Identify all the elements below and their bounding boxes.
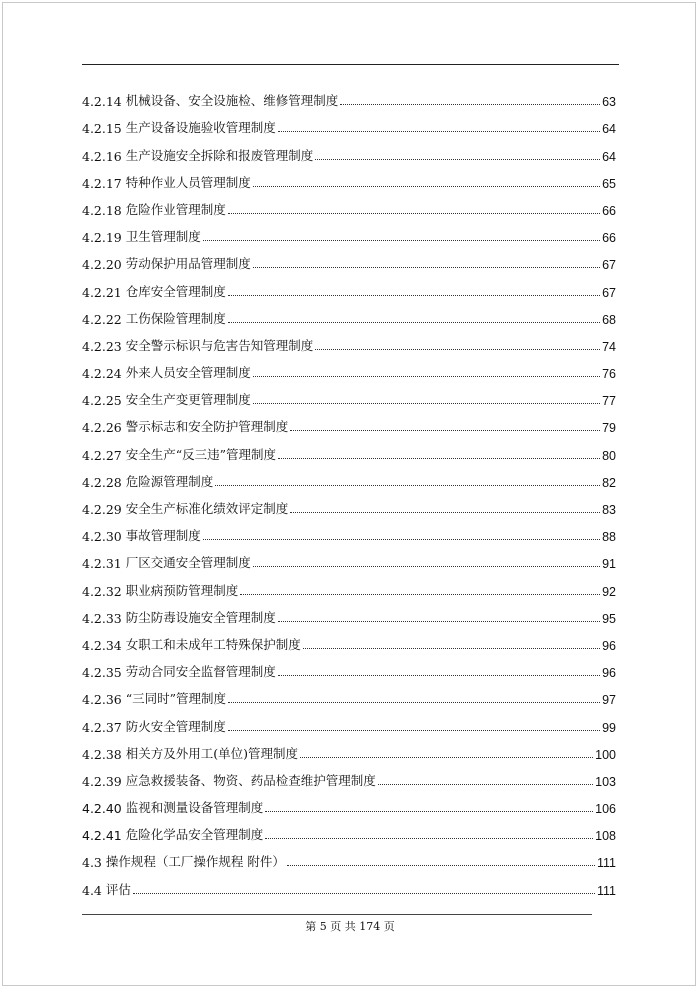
toc-entry-number: 4.2.35 (82, 665, 122, 681)
toc-entry[interactable] (82, 599, 616, 626)
toc-entry[interactable] (82, 735, 616, 762)
toc-entry-page-number: 63 (602, 95, 616, 110)
toc-entry-page-number: 83 (602, 503, 616, 517)
toc-entry[interactable] (82, 381, 616, 408)
toc-dot-leader (278, 131, 600, 132)
toc-dot-leader (300, 757, 593, 758)
toc-entry-page-number: 96 (602, 638, 616, 653)
toc-entry-page-number: 67 (602, 258, 616, 273)
toc-dot-leader (378, 784, 593, 785)
toc-entry[interactable] (82, 164, 616, 191)
page-footer: 第 5 页 共 174 页 (305, 920, 395, 933)
toc-entry-number: 4.2.31 (82, 556, 122, 572)
toc-entry-page-number: 65 (602, 176, 616, 191)
toc-entry[interactable] (82, 245, 616, 272)
toc-dot-leader (253, 186, 600, 187)
toc-entry[interactable] (82, 626, 616, 653)
toc-entry-number: 4.2.30 (82, 529, 122, 545)
toc-entry-page-number: 95 (602, 611, 616, 626)
toc-entry-title: 劳动合同安全监督管理制度 (125, 664, 276, 680)
toc-entry[interactable] (82, 463, 616, 490)
toc-dot-leader (228, 730, 600, 731)
toc-dot-leader (303, 648, 600, 649)
toc-dot-leader (228, 295, 600, 296)
toc-entry-title: 危险作业管理制度 (125, 201, 226, 217)
toc-entry-number: 4.2.18 (82, 202, 122, 218)
toc-entry-number: 4.2.41 (82, 828, 122, 844)
toc-dot-leader (340, 104, 600, 105)
toc-entry-number: 4.2.32 (82, 583, 122, 599)
toc-dot-leader (265, 811, 593, 812)
toc-entry-title: 安全生产“反三违”管理制度 (125, 446, 277, 462)
toc-dot-leader (278, 621, 600, 622)
toc-entry[interactable] (82, 707, 616, 734)
toc-dot-leader (240, 594, 600, 595)
toc-entry-page-number: 66 (602, 231, 616, 246)
toc-entry-number: 4.2.14 (82, 94, 122, 110)
toc-entry[interactable] (82, 870, 616, 897)
toc-entry-title: 生产设备设施验收管理制度 (125, 120, 276, 136)
toc-entry-title: 监视和测量设备管理制度 (125, 800, 264, 816)
toc-dot-leader (228, 213, 600, 214)
table-of-contents (82, 82, 616, 898)
toc-entry-page-number: 80 (602, 448, 616, 463)
toc-entry-number: 4.2.19 (82, 230, 122, 246)
toc-entry[interactable] (82, 816, 616, 843)
toc-entry-title: 厂区交通安全管理制度 (125, 555, 251, 571)
toc-entry-title: “三同时”管理制度 (125, 691, 227, 707)
toc-entry[interactable] (82, 789, 616, 816)
footer-rule (82, 914, 592, 915)
toc-dot-leader (228, 702, 600, 703)
toc-entry-number: 4.2.29 (82, 502, 122, 517)
toc-entry-title: 操作规程（工厂操作规程 附件） (105, 854, 285, 870)
toc-dot-leader (253, 403, 600, 404)
toc-entry-number: 4.2.36 (82, 692, 122, 708)
toc-entry[interactable] (82, 843, 616, 870)
toc-entry[interactable] (82, 218, 616, 245)
toc-entry-title: 评估 (105, 881, 131, 897)
toc-entry[interactable] (82, 354, 616, 381)
toc-dot-leader (315, 159, 600, 160)
toc-entry-page-number: 77 (602, 394, 616, 409)
toc-entry[interactable] (82, 300, 616, 327)
toc-entry-title: 职业病预防管理制度 (125, 582, 239, 598)
toc-entry-title: 安全生产标准化绩效评定制度 (125, 501, 289, 516)
toc-entry-title: 危险化学品安全管理制度 (125, 827, 264, 843)
toc-entry-page-number: 103 (595, 774, 616, 789)
toc-entry-number: 4.2.37 (82, 719, 122, 735)
toc-entry-title: 警示标志和安全防护管理制度 (125, 419, 289, 435)
toc-entry-title: 事故管理制度 (125, 528, 201, 544)
toc-entry-number: 4.2.27 (82, 447, 122, 463)
toc-entry-page-number: 100 (595, 747, 616, 762)
toc-entry-title: 安全警示标识与危害告知管理制度 (125, 337, 314, 353)
toc-entry-title: 机械设备、安全设施检、维修管理制度 (125, 93, 339, 109)
toc-entry-number: 4.2.16 (82, 148, 122, 164)
toc-entry-number: 4.2.22 (82, 311, 122, 327)
toc-entry-number: 4.2.15 (82, 121, 122, 137)
toc-entry-page-number: 64 (602, 122, 616, 137)
toc-entry-title: 危险源管理制度 (125, 473, 214, 489)
toc-entry-page-number: 68 (602, 312, 616, 327)
toc-entry-title: 外来人员安全管理制度 (125, 365, 251, 381)
toc-dot-leader (253, 376, 600, 377)
toc-entry-number: 4.2.20 (82, 257, 122, 273)
toc-entry-title: 相关方及外用工(单位)管理制度 (125, 745, 299, 761)
toc-entry-title: 应急救援装备、物资、药品检查维护管理制度 (125, 772, 376, 788)
toc-entry-number: 4.2.28 (82, 474, 122, 490)
toc-entry-title: 工伤保险管理制度 (125, 310, 226, 326)
toc-dot-leader (203, 539, 600, 540)
toc-dot-leader (278, 458, 600, 459)
toc-entry-title: 女职工和未成年工特殊保护制度 (125, 636, 301, 652)
toc-entry[interactable] (82, 762, 616, 789)
toc-entry-number: 4.2.34 (82, 637, 122, 653)
toc-entry[interactable] (82, 191, 616, 218)
toc-entry-number: 4.2.17 (82, 175, 122, 191)
toc-entry[interactable] (82, 571, 616, 598)
toc-dot-leader (215, 485, 600, 486)
toc-entry-page-number: 76 (602, 367, 616, 382)
toc-entry-title: 劳动保护用品管理制度 (125, 256, 251, 272)
toc-entry[interactable] (82, 653, 616, 680)
toc-dot-leader (253, 267, 600, 268)
toc-entry[interactable] (82, 680, 616, 707)
toc-dot-leader (133, 893, 595, 894)
toc-dot-leader (278, 675, 600, 676)
toc-entry[interactable] (82, 544, 616, 571)
toc-entry-page-number: 99 (602, 720, 616, 735)
toc-entry-number: 4.2.25 (82, 393, 122, 409)
toc-dot-leader (253, 566, 600, 567)
toc-entry-number: 4.4 (82, 882, 102, 898)
toc-entry-title: 卫生管理制度 (125, 229, 201, 245)
toc-entry-page-number: 74 (602, 339, 616, 354)
toc-entry[interactable] (82, 272, 616, 299)
toc-entry[interactable] (82, 82, 616, 109)
toc-entry[interactable] (82, 490, 616, 517)
toc-entry-title: 生产设施安全拆除和报废管理制度 (125, 147, 314, 163)
toc-entry-page-number: 106 (595, 802, 616, 817)
toc-entry-page-number: 111 (596, 856, 616, 871)
toc-entry[interactable] (82, 435, 616, 462)
toc-entry-page-number: 111 (596, 883, 616, 898)
toc-entry-page-number: 66 (602, 203, 616, 218)
toc-entry-page-number: 79 (602, 421, 616, 436)
toc-entry[interactable] (82, 517, 616, 544)
toc-entry-page-number: 64 (602, 149, 616, 164)
toc-entry-number: 4.2.40 (82, 801, 122, 817)
toc-entry-title: 仓库安全管理制度 (125, 283, 226, 299)
toc-entry-title: 安全生产变更管理制度 (125, 392, 251, 408)
toc-entry-page-number: 96 (602, 666, 616, 681)
toc-entry[interactable] (82, 109, 616, 136)
header-rule (82, 64, 619, 65)
toc-entry-number: 4.2.33 (82, 610, 122, 626)
toc-entry-number: 4.2.26 (82, 420, 122, 436)
toc-entry-title: 特种作业人员管理制度 (125, 174, 251, 190)
toc-entry[interactable] (82, 136, 616, 163)
toc-entry-number: 4.2.39 (82, 773, 122, 789)
toc-entry-number: 4.2.23 (82, 338, 122, 354)
toc-dot-leader (228, 322, 600, 323)
toc-entry-number: 4.2.38 (82, 746, 122, 762)
toc-entry-title: 防尘防毒设施安全管理制度 (125, 609, 276, 625)
toc-entry-page-number: 91 (602, 557, 616, 572)
toc-entry-page-number: 88 (602, 530, 616, 545)
toc-entry[interactable] (82, 408, 616, 435)
toc-entry-page-number: 82 (602, 475, 616, 490)
toc-entry-page-number: 92 (602, 584, 616, 599)
toc-dot-leader (290, 430, 600, 431)
toc-dot-leader (203, 240, 600, 241)
toc-entry-page-number: 67 (602, 285, 616, 300)
toc-entry-page-number: 108 (595, 829, 616, 844)
toc-dot-leader (265, 838, 593, 839)
toc-dot-leader (315, 349, 600, 350)
toc-entry-title: 防火安全管理制度 (125, 718, 226, 734)
toc-dot-leader (287, 865, 595, 866)
toc-entry-page-number: 97 (602, 693, 616, 708)
toc-entry-number: 4.3 (82, 855, 102, 871)
toc-dot-leader (290, 512, 600, 513)
toc-entry-number: 4.2.24 (82, 366, 122, 382)
toc-entry-number: 4.2.21 (82, 284, 122, 300)
toc-entry[interactable] (82, 327, 616, 354)
